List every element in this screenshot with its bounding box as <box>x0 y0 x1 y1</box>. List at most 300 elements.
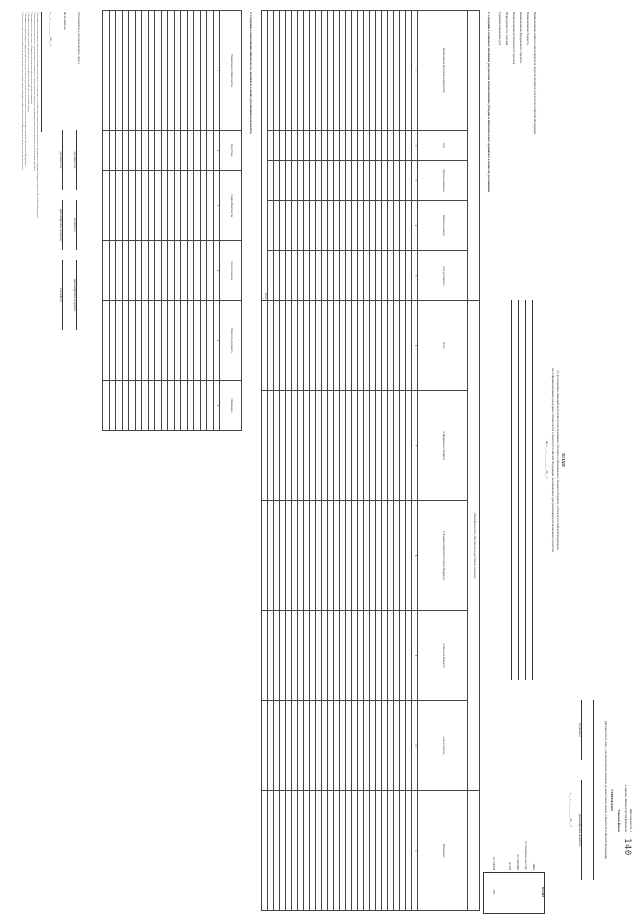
table-cell <box>322 391 328 501</box>
table-cell <box>168 171 175 241</box>
table-cell <box>201 131 208 171</box>
column-header: Примечание <box>220 381 242 431</box>
column-number: 9 <box>412 611 418 701</box>
table-cell <box>129 131 136 171</box>
form-type-label: Типовая форма <box>617 809 621 832</box>
table-cell <box>322 201 328 251</box>
table-cell <box>280 301 286 391</box>
table-cell <box>286 611 292 701</box>
table-cell <box>268 201 274 251</box>
table-cell <box>322 11 328 131</box>
group-header-note-empty <box>468 791 480 911</box>
table-cell <box>123 11 130 131</box>
table-cell <box>382 611 388 701</box>
table-cell <box>298 161 304 201</box>
table-cell <box>149 11 156 131</box>
table-cell <box>406 611 412 701</box>
table-cell <box>194 11 201 131</box>
table-cell <box>274 301 280 391</box>
table-cell <box>142 381 149 431</box>
table-cell <box>334 611 340 701</box>
table-cell <box>310 701 316 791</box>
table-cell <box>181 241 188 301</box>
table-cell <box>298 301 304 391</box>
info-underline-1 <box>532 300 533 680</box>
table-cell <box>364 791 370 911</box>
table-row <box>155 11 162 431</box>
table-cell <box>400 391 406 501</box>
table-cell <box>406 131 412 161</box>
table-cell <box>382 161 388 201</box>
footnotes-block <box>21 12 39 912</box>
table-cell <box>352 501 358 611</box>
code-label-date: Дата <box>532 863 536 870</box>
table-cell <box>274 161 280 201</box>
table-cell <box>136 301 143 381</box>
table-cell <box>346 701 352 791</box>
approve-label: УТВЕРЖДАЮ <box>610 789 614 811</box>
table-cell <box>394 201 400 251</box>
table-cell <box>268 791 274 911</box>
table-cell <box>123 301 130 381</box>
column-header: Наименование мероприятия (результата) <box>418 11 468 131</box>
handwritten-stamp-number: 140 <box>622 838 632 856</box>
column-header: Единица измерения <box>418 161 468 201</box>
table-cell <box>328 301 334 391</box>
footnote: ⁶ Заполняется при наличии обязательств, принятых получателями средств бюджета субъекта Российской Федерации в целях достижения результата. <box>21 12 24 171</box>
table-cell <box>274 501 280 611</box>
table-cell <box>194 381 201 431</box>
table-row <box>364 11 370 911</box>
group-header-empty <box>468 11 480 301</box>
table-cell <box>376 301 382 391</box>
exec-sign-label: Исполнитель <box>63 12 67 30</box>
table-cell <box>316 201 322 251</box>
table-cell <box>175 171 182 241</box>
table-cell <box>155 301 162 381</box>
table-cell <box>346 131 352 161</box>
table-cell <box>370 11 376 131</box>
table-cell <box>142 171 149 241</box>
table-cell <box>280 701 286 791</box>
info-line-3: Наименование федерального проекта <box>519 12 523 63</box>
column-number: 3 <box>412 161 418 201</box>
table-cell <box>298 611 304 701</box>
table-cell <box>352 301 358 391</box>
table-cell <box>334 301 340 391</box>
table-cell <box>162 381 169 431</box>
table-cell <box>334 251 340 301</box>
table-row <box>418 11 468 911</box>
table-cell <box>322 791 328 911</box>
table-cell <box>162 241 169 301</box>
info-unit: Единица измерения: руб. <box>498 12 502 47</box>
table-cell <box>358 251 364 301</box>
table-cell <box>340 251 346 301</box>
table-cell <box>274 11 280 131</box>
table-cell <box>400 301 406 391</box>
table-row <box>149 11 156 431</box>
table-cell <box>280 791 286 911</box>
table-cell <box>340 501 346 611</box>
plan-title: ПЛАН <box>561 453 566 467</box>
table-cell <box>376 131 382 161</box>
table-cell <box>298 131 304 161</box>
table-cell <box>168 131 175 171</box>
column-header: из бюджета субъекта Российской Федерации <box>418 501 468 611</box>
table-cell <box>370 391 376 501</box>
table-cell <box>129 301 136 381</box>
table-cell <box>400 11 406 131</box>
table-row <box>412 11 418 911</box>
table-cell <box>382 391 388 501</box>
table-row <box>382 11 388 911</box>
approve-line <box>593 700 594 880</box>
sign-date: «___» __________ 20__ г. <box>49 12 53 47</box>
info-line-2: Наименование бюджета <box>526 12 530 45</box>
table-cell <box>149 171 156 241</box>
table-cell <box>394 251 400 301</box>
table-cell <box>103 171 110 241</box>
table-cell <box>110 171 117 241</box>
column-number: 6 <box>214 381 220 431</box>
table-cell <box>394 701 400 791</box>
table-cell <box>358 161 364 201</box>
table-cell <box>274 251 280 301</box>
table-cell <box>316 501 322 611</box>
table-cell <box>358 131 364 161</box>
table-cell <box>370 301 376 391</box>
table-cell <box>268 251 274 301</box>
info-underline-3 <box>518 300 519 680</box>
table-cell <box>334 201 340 251</box>
footnote: ¹ Указывается наименование результата использования субсидии в соответствии с соглашением о предоставлении субсидии из федерального бюджета бюджету субъекта Российской Федерации. <box>36 12 39 219</box>
table-cell <box>103 301 110 381</box>
table-cell <box>280 201 286 251</box>
table-cell <box>262 701 268 791</box>
table-cell <box>328 701 334 791</box>
info-underline-2 <box>525 300 526 680</box>
table-cell <box>175 11 182 131</box>
table-cell <box>110 301 117 381</box>
table-cell <box>328 611 334 701</box>
table-cell <box>316 301 322 391</box>
table-cell <box>181 131 188 171</box>
table-cell <box>346 391 352 501</box>
table-cell <box>292 161 298 201</box>
footnote: ² Заполняется в соответствии с приложением к соглашению о предоставлении субсидии, содержащим значения результатов использования субсидии. <box>33 12 36 172</box>
column-header: из федерального бюджета <box>418 391 468 501</box>
table-row <box>280 11 286 911</box>
info-line-1: Наименование главного распорядителя средств бюджета субъекта Российской Федерации <box>533 12 537 135</box>
table-cell <box>376 501 382 611</box>
table-cell <box>274 131 280 161</box>
table-cell <box>346 501 352 611</box>
table-cell <box>155 381 162 431</box>
table-cell <box>358 791 364 911</box>
table-cell <box>382 201 388 251</box>
table-cell <box>268 501 274 611</box>
table-row <box>194 11 201 431</box>
table-cell <box>316 791 322 911</box>
table-row <box>274 11 280 911</box>
table-cell <box>168 381 175 431</box>
table-cell <box>346 791 352 911</box>
table-cell <box>334 161 340 201</box>
table-cell <box>376 611 382 701</box>
table-cell <box>328 201 334 251</box>
table-cell <box>188 301 195 381</box>
column-number: 10 <box>412 701 418 791</box>
table-cell <box>364 501 370 611</box>
table-cell <box>116 301 123 381</box>
table-cell <box>346 301 352 391</box>
table-cell <box>304 791 310 911</box>
table-cell <box>388 301 394 391</box>
table-row <box>142 11 149 431</box>
table-cell <box>194 131 201 171</box>
table-cell <box>110 11 117 131</box>
table-cell <box>181 381 188 431</box>
table-cell <box>280 391 286 501</box>
column-header: Примечание <box>418 791 468 911</box>
table-row <box>207 11 214 431</box>
table-cell <box>103 381 110 431</box>
table-cell <box>382 301 388 391</box>
table-row <box>220 11 242 431</box>
table-row <box>334 11 340 911</box>
table-cell <box>400 161 406 201</box>
table-cell <box>155 11 162 131</box>
table-cell <box>322 501 328 611</box>
table-row <box>214 11 220 431</box>
table-cell <box>310 201 316 251</box>
table-cell <box>142 241 149 301</box>
table-cell <box>346 161 352 201</box>
table-cell <box>188 241 195 301</box>
table-cell <box>370 701 376 791</box>
table-cell <box>298 251 304 301</box>
table-cell <box>136 131 143 171</box>
table-cell <box>116 381 123 431</box>
table-cell <box>268 391 274 501</box>
table-cell <box>298 701 304 791</box>
table-cell <box>298 391 304 501</box>
table-cell <box>358 501 364 611</box>
table-cell <box>310 131 316 161</box>
table-cell <box>123 131 130 171</box>
table-cell <box>136 381 143 431</box>
table-cell <box>155 241 162 301</box>
table-row <box>298 11 304 911</box>
table-cell <box>162 11 169 131</box>
code-label-registry: по Сводному реестру <box>524 841 528 870</box>
section-1-heading: 1. Сведения о плановых значениях результатов использования субсидии и обязательствах, принятых в целях их достижения <box>487 12 491 192</box>
table-cell <box>129 11 136 131</box>
table-cell <box>149 301 156 381</box>
head-decode-caption: (расшифровка подписи) <box>73 278 77 312</box>
decode-caption: (расшифровка подписи) <box>578 813 582 847</box>
table-cell <box>286 391 292 501</box>
table-cell <box>394 611 400 701</box>
plan-date: на «___» __________ 20__ г. <box>545 440 549 480</box>
table-cell <box>110 381 117 431</box>
table-cell <box>201 11 208 131</box>
table-cell <box>286 501 292 611</box>
table-cell <box>322 251 328 301</box>
table-cell <box>406 391 412 501</box>
table-cell <box>364 251 370 301</box>
table-cell <box>334 791 340 911</box>
table-cell <box>376 391 382 501</box>
table-cell <box>201 301 208 381</box>
table-cell <box>162 301 169 381</box>
code-label-okei: по ОКЕИ <box>492 857 496 870</box>
table-cell <box>304 11 310 131</box>
column-number: 4 <box>412 201 418 251</box>
table-cell <box>340 391 346 501</box>
table-cell <box>316 131 322 161</box>
footnote: ⁴ Указывается плановое значение результата на отчетный финансовый год и плановый период. <box>27 12 30 113</box>
table-cell <box>394 161 400 201</box>
table-cell <box>400 131 406 161</box>
table-cell <box>376 11 382 131</box>
code-okei-value: 383 <box>492 889 496 895</box>
table-cell <box>136 171 143 241</box>
table-cell <box>364 11 370 131</box>
table-cell <box>280 131 286 161</box>
table-cell <box>292 791 298 911</box>
table-cell <box>310 391 316 501</box>
table-cell <box>364 201 370 251</box>
table-row <box>400 11 406 911</box>
table-cell <box>207 241 214 301</box>
table-cell <box>352 161 358 201</box>
table-cell <box>340 611 346 701</box>
table-cell <box>268 131 274 161</box>
table-cell <box>310 791 316 911</box>
code-label-bk: по БК <box>508 861 512 870</box>
table-cell <box>262 791 268 911</box>
table-cell <box>370 201 376 251</box>
table-row <box>352 11 358 911</box>
table-cell <box>201 241 208 301</box>
table-cell <box>262 301 268 391</box>
table-cell <box>334 701 340 791</box>
plan-subtitle-2: на софинансирование расходных обязательств субъекта Российской Федерации, возникающих при реализации региональных проектов <box>551 368 555 552</box>
table-row <box>162 11 169 431</box>
table-cell <box>310 161 316 201</box>
table-cell <box>175 381 182 431</box>
table-cell <box>129 381 136 431</box>
table-cell <box>292 391 298 501</box>
appendix-number: Приложение № 1 <box>629 808 633 832</box>
table-cell <box>207 131 214 171</box>
column-number: 6 <box>412 301 418 391</box>
column-header: Сумма обязательства <box>220 171 242 241</box>
table-cell <box>358 701 364 791</box>
table-cell <box>394 11 400 131</box>
head-sign-label: Руководитель (уполномоченное лицо) <box>77 12 81 64</box>
table-cell <box>346 251 352 301</box>
table-cell <box>352 791 358 911</box>
table-row <box>129 11 136 431</box>
table-cell <box>292 301 298 391</box>
table-cell <box>406 301 412 391</box>
table-cell <box>123 241 130 301</box>
column-header: Срок достижения <box>418 251 468 301</box>
table-cell <box>280 161 286 201</box>
table-cell <box>328 391 334 501</box>
table-cell <box>382 501 388 611</box>
table-cell <box>280 11 286 131</box>
exec-phone-caption: (телефон) <box>59 288 63 302</box>
column-header: Код <box>418 131 468 161</box>
plan-subtitle-1: по достижению значений результатов использования субсидии из федерального бюджета бюджету субъекта Российской Федерации <box>556 370 560 550</box>
table-cell <box>388 131 394 161</box>
table-cell <box>322 301 328 391</box>
table-cell <box>286 791 292 911</box>
table-row <box>286 11 292 911</box>
sign-caption: (подпись) <box>578 723 582 737</box>
table-cell <box>188 381 195 431</box>
table-cell <box>358 391 364 501</box>
table-cell <box>168 11 175 131</box>
table-cell <box>364 161 370 201</box>
table-row <box>181 11 188 431</box>
table-cell <box>388 501 394 611</box>
table-cell <box>162 171 169 241</box>
group-header-funding: Объем финансового обеспечения на достижение результата <box>468 301 480 791</box>
column-header: из местных бюджетов <box>418 611 468 701</box>
table-cell <box>181 301 188 381</box>
head-post-caption: (должность) <box>73 151 77 169</box>
appendix-order: к приказу Министерства финансов <box>624 784 628 832</box>
table-cell <box>352 701 358 791</box>
table-cell <box>181 11 188 131</box>
column-header: Код строки <box>220 131 242 171</box>
table-cell <box>352 251 358 301</box>
table-cell <box>286 161 292 201</box>
table-cell <box>123 381 130 431</box>
table-cell <box>207 381 214 431</box>
table-cell <box>394 391 400 501</box>
table-cell <box>310 611 316 701</box>
table-cell <box>376 201 382 251</box>
table-cell <box>129 241 136 301</box>
table-cell <box>406 701 412 791</box>
table-cell <box>388 701 394 791</box>
column-number: 7 <box>412 391 418 501</box>
table-cell <box>274 611 280 701</box>
info-line-5: Периодичность: годовая <box>505 12 509 46</box>
table-cell <box>181 171 188 241</box>
column-number: 2 <box>214 131 220 171</box>
column-number: 4 <box>214 241 220 301</box>
column-number: 8 <box>412 501 418 611</box>
table-row <box>168 11 175 431</box>
table-row <box>123 11 130 431</box>
table-cell <box>142 131 149 171</box>
table-cell <box>388 11 394 131</box>
table-cell <box>352 11 358 131</box>
table-cell <box>382 791 388 911</box>
table-cell <box>364 611 370 701</box>
table-row <box>322 11 328 911</box>
results-table <box>261 10 480 911</box>
column-header: Реквизиты документа <box>220 301 242 381</box>
table-cell <box>110 131 117 171</box>
